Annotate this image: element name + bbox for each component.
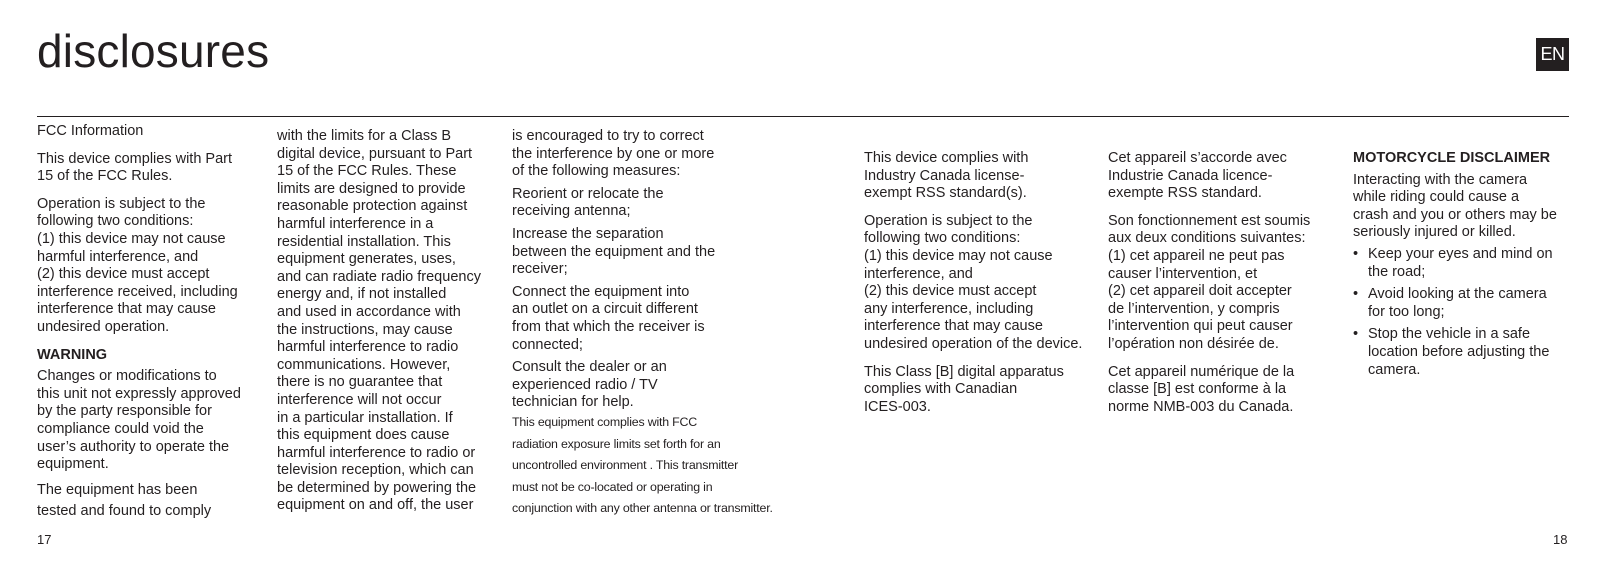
- list-item: [1353, 326, 1573, 379]
- bullet-icon: •: [1353, 326, 1359, 343]
- page-title: disclosures: [37, 25, 270, 77]
- language-badge: EN: [1536, 38, 1569, 71]
- fcc-part15-paragraph: This device complies with Part 15 of the FCC Rules.: [37, 150, 233, 185]
- page-number-right: 18: [1553, 532, 1568, 547]
- list-item-text: Keep your eyes and mind on the road;: [1368, 245, 1553, 280]
- bullet-icon: •: [1353, 286, 1359, 303]
- motorcycle-disclaimer-list: [1353, 246, 1573, 379]
- motorcycle-disclaimer-heading: MOTORCYCLE DISCLAIMER: [1353, 150, 1551, 166]
- column-industry-canada-fr: [1108, 150, 1333, 426]
- list-item: [1353, 286, 1573, 321]
- class-b-limits-paragraph: with the limits for a Class B digital device, pursuant to Part 15 of the FCC Rules. These limits are designed to provide reasonable protection against harmful interference in a residential installation. This equipment generates, uses, and can radiate radio frequency energy and, if not installed and used in accordance with the instructions, may cause harmful interference to radio communications. However, there is no guarantee that interference will not occur in a particular installation. If this equipment does cause harmful interference to radio or television reception, which can be determined by powering the equipment on and off, the user: [277, 128, 481, 514]
- radiation-exposure-paragraph: This equipment complies with FCC radiation exposure limits set forth for an uncontrolled environment . This transmitter must not be co-located or operating in conjunction with any other antenna or transmitter.: [512, 414, 773, 516]
- measure-connect-outlet: Connect the equipment into an outlet on a circuit different from that which the receiver is connected;: [512, 283, 705, 353]
- ic-nmb-paragraph-fr: Cet appareil numérique de la classe [B] est conforme à la norme NMB-003 du Canada.: [1108, 363, 1295, 415]
- motorcycle-disclaimer-intro: Interacting with the camera while riding could cause a crash and you or others may be seriously injured or killed.: [1353, 171, 1557, 241]
- measures-intro-paragraph: is encouraged to try to correct the interference by one or more of the following measures:: [512, 128, 715, 180]
- page-number-left: 17: [37, 532, 52, 547]
- ic-rss-paragraph-fr: Cet appareil s’accorde avec Industrie Canada licence- exempte RSS standard.: [1108, 150, 1287, 202]
- column-industry-canada-en: [864, 150, 1089, 426]
- fcc-conditions-paragraph: Operation is subject to the following two conditions: (1) this device may not cause harmful interference, and (2) this device must accept interference received, including interference that may cause undesired operation.: [37, 195, 238, 335]
- column-interference-measures: [512, 128, 812, 530]
- class-b-intro-paragraph: The equipment has been tested and found to comply: [37, 481, 212, 519]
- column-class-b-limits: [277, 128, 492, 525]
- measure-reorient: Reorient or relocate the receiving antenna;: [512, 185, 664, 220]
- column-motorcycle-disclaimer: [1353, 150, 1573, 384]
- list-item-text: Stop the vehicle in a safe location before adjusting the camera.: [1368, 326, 1550, 378]
- bullet-icon: •: [1353, 245, 1359, 262]
- list-item: [1353, 246, 1573, 281]
- measure-increase-separation: Increase the separation between the equipment and the receiver;: [512, 225, 716, 278]
- list-item-text: Avoid looking at the camera for too long;: [1368, 286, 1547, 320]
- column-fcc-information: [37, 123, 262, 532]
- header-divider: [37, 116, 1569, 117]
- ic-rss-paragraph: This device complies with Industry Canada license- exempt RSS standard(s).: [864, 150, 1029, 202]
- ic-conditions-paragraph-fr: Son fonctionnement est soumis aux deux conditions suivantes: (1) cet appareil ne peut pas causer l’intervention, et (2) cet appareil doit accepter de l’intervention, y compris l’intervention qui peut causer l’opération non désirée de.: [1108, 212, 1311, 352]
- ic-ices-paragraph: This Class [B] digital apparatus complies with Canadian ICES-003.: [864, 363, 1064, 415]
- fcc-heading: FCC Information: [37, 123, 144, 139]
- measure-consult-dealer: Consult the dealer or an experienced radio / TV technician for help.: [512, 359, 667, 411]
- warning-heading: WARNING: [37, 346, 108, 363]
- warning-paragraph: Changes or modifications to this unit not expressly approved by the party responsible for compliance could void the user’s authority to operate the equipment.: [37, 368, 241, 473]
- ic-conditions-paragraph: Operation is subject to the following two conditions: (1) this device may not cause interference, and (2) this device must accept any interference, including interference that may cause undesired operation of the device.: [864, 212, 1083, 352]
